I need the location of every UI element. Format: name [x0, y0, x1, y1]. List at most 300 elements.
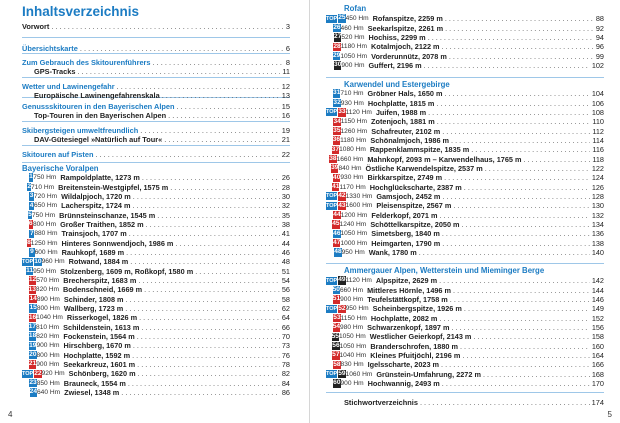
toc-entry-label: GPS-Tracks [34, 67, 76, 76]
tour-row[interactable] [22, 332, 290, 341]
tour-row[interactable] [22, 304, 290, 313]
toc-entry[interactable] [22, 67, 290, 76]
tour-name: Schinder, 1808 m [63, 294, 124, 304]
tour-row[interactable] [22, 388, 290, 397]
tour-row[interactable] [326, 220, 604, 229]
tour-name: Hinteres Sonnwendjoch, 1986 m [61, 238, 174, 248]
leader-dots [445, 24, 594, 33]
tour-elevation: 1260 Hm [340, 127, 368, 135]
tour-number-badge: 31 [333, 89, 341, 97]
tour-name: Hirschberg, 1670 m [63, 341, 131, 351]
tour-elevation: 1170 Hm [339, 183, 366, 191]
tour-name: Hochplatte, 1592 m [63, 350, 131, 360]
tour-name: Vorderunnütz, 2078 m [371, 51, 447, 61]
tour-page: 134 [591, 219, 604, 229]
tour-page: 76 [281, 350, 290, 360]
tour-elevation: 640 Hm [37, 389, 61, 397]
tour-number-badge: 29 [333, 51, 341, 59]
tour-page: 166 [591, 360, 604, 370]
section-divider [326, 263, 604, 264]
leader-dots [141, 323, 279, 332]
leader-dots [137, 360, 280, 369]
tour-number-badge: 15 [29, 304, 37, 312]
toc-entry[interactable] [22, 102, 290, 111]
tour-row[interactable] [326, 201, 604, 210]
tour-row[interactable] [22, 173, 290, 182]
toc-entry-label: Wetter und Lawinengefahr [22, 82, 115, 91]
leader-dots [471, 145, 590, 154]
leader-dots [444, 173, 590, 182]
tour-number-badge: 51 [332, 295, 341, 303]
tour-elevation: 980 Hm [340, 323, 364, 331]
tour-elevation: 820 Hm [36, 333, 60, 341]
tour-page: 28 [281, 182, 290, 192]
toc-leader-dots [162, 91, 280, 100]
tour-elevation: 750 Hm [33, 174, 57, 182]
tour-elevation: 1060 Hm [345, 370, 373, 378]
tour-elevation: 920 Hm [41, 370, 65, 378]
tour-name: Felderkopf, 2071 m [371, 210, 438, 220]
leader-dots [485, 164, 590, 173]
tour-number-badge: 8 [27, 238, 31, 246]
tour-number-badge: 58 [333, 360, 341, 368]
tour-row[interactable] [326, 173, 604, 182]
tour-row[interactable] [22, 369, 290, 378]
leader-dots [453, 201, 589, 210]
toc-leader-dots [95, 150, 279, 159]
toc-leader-dots [140, 126, 280, 135]
leader-dots [439, 314, 589, 323]
top-badge: TOP [326, 193, 338, 200]
tour-row[interactable] [326, 369, 604, 378]
tour-name: Guffert, 2196 m [368, 60, 422, 70]
tour-page: 156 [591, 322, 604, 332]
leader-dots [464, 304, 590, 313]
tour-row[interactable] [326, 192, 604, 201]
tour-number-badge: 41 [332, 182, 340, 190]
leader-dots [442, 239, 590, 248]
tour-elevation: 1050 Hm [339, 342, 367, 350]
tour-row[interactable] [22, 323, 290, 332]
tour-elevation: 800 Hm [36, 351, 60, 359]
tour-name: Schönberg, 1620 m [68, 369, 136, 379]
tour-name: Alpspitze, 2629 m [375, 276, 438, 286]
tour-elevation: 820 Hm [35, 286, 60, 294]
tour-name: Hochwannig, 2493 m [367, 378, 440, 388]
toc-leader-dots [168, 111, 280, 120]
tour-number-badge: 45 [332, 220, 340, 228]
tour-number-badge: 38 [329, 154, 337, 162]
tour-name: Scheinbergspitze, 1926 m [372, 304, 462, 314]
tour-row[interactable] [326, 14, 604, 23]
tour-page: 116 [592, 145, 604, 155]
tour-name: Stolzenberg, 1609 m, Roßkopf, 1580 m [60, 266, 194, 276]
tour-elevation: 460 Hm [340, 24, 364, 32]
tour-page: 38 [281, 219, 290, 229]
tour-row[interactable] [326, 164, 604, 173]
tour-row[interactable] [326, 239, 604, 248]
tour-name: Kleines Pfuitjöchl, 2196 m [370, 350, 461, 360]
toc-divider [22, 121, 290, 122]
tour-page: 164 [591, 350, 604, 360]
tour-row[interactable] [22, 220, 290, 229]
tour-page: 128 [591, 191, 604, 201]
tour-elevation: 650 Hm [34, 202, 58, 210]
tour-row[interactable] [22, 266, 290, 275]
leader-dots [453, 286, 590, 295]
tour-row[interactable] [326, 117, 604, 126]
tour-row[interactable] [22, 201, 290, 210]
tour-name: Juifen, 1988 m [375, 107, 427, 117]
tour-row[interactable] [326, 351, 604, 360]
tour-elevation: 850 Hm [36, 379, 60, 387]
tour-page: 44 [281, 238, 290, 248]
tour-name: Rampoldplatte, 1273 m [60, 173, 140, 183]
tour-name: Rofanspitze, 2259 m [372, 14, 443, 24]
leader-dots [428, 33, 594, 42]
tour-list-bayerische-voralpen [22, 173, 290, 397]
leader-dots [440, 211, 590, 220]
tour-row[interactable] [326, 285, 604, 294]
tour-row[interactable] [326, 313, 604, 322]
leader-dots [436, 99, 589, 108]
toc-entry[interactable] [22, 44, 290, 53]
tour-elevation: 1150 Hm [340, 118, 368, 126]
tour-name: Pleisenspitze, 2567 m [376, 201, 452, 211]
leader-dots [126, 248, 280, 257]
leader-dots [424, 61, 590, 70]
leader-dots [473, 332, 589, 341]
tour-page: 56 [281, 285, 290, 295]
tour-page: 168 [591, 369, 604, 379]
toc-entry-label: DAV-Gütesiegel »Natürlich auf Tour« [34, 135, 163, 144]
tour-row[interactable] [326, 145, 604, 154]
toc-entry[interactable] [22, 126, 290, 135]
tour-row[interactable] [326, 136, 604, 145]
top-badge: TOP [326, 202, 338, 209]
tour-number-badge: 28 [333, 42, 341, 50]
tour-name: Wildalpjoch, 1720 m [61, 191, 131, 201]
tour-name: Schwarzenkopf, 1897 m [367, 322, 450, 332]
tour-row[interactable] [22, 313, 290, 322]
leader-dots [445, 14, 594, 23]
tour-page: 92 [595, 23, 604, 33]
tour-number-badge: 21 [28, 360, 37, 368]
tour-row[interactable] [22, 285, 290, 294]
tour-page: 94 [595, 32, 604, 42]
top-badge: TOP [22, 370, 34, 377]
tour-row[interactable] [326, 61, 604, 70]
tour-row[interactable] [326, 33, 604, 42]
tour-elevation: 880 Hm [34, 230, 58, 238]
tour-page: 140 [591, 248, 604, 258]
tour-name: Schöttelkarspitze, 2050 m [370, 219, 460, 229]
leader-dots [445, 89, 590, 98]
leader-dots [175, 239, 279, 248]
tour-number-badge: 59 [338, 369, 346, 377]
tour-name: Großer Traithen, 1852 m [60, 219, 144, 229]
section-heading: Ammergauer Alpen, Wetterstein und Mieminger Berge [344, 266, 545, 275]
tour-number-badge: 20 [29, 351, 37, 358]
tour-page: 41 [281, 229, 290, 239]
tour-number-badge: 10 [34, 257, 42, 265]
tour-number-badge: 11 [26, 266, 34, 274]
tour-name: Rauhkopf, 1689 m [61, 247, 125, 257]
tour-name: Rotwand, 1884 m [68, 257, 129, 267]
leader-dots [133, 201, 280, 210]
leader-dots [142, 173, 280, 182]
tour-name: Schönalmjoch, 1986 m [370, 135, 450, 145]
tour-row[interactable] [326, 42, 604, 51]
tour-number-badge: 27 [334, 33, 342, 41]
tour-name: Zwiesel, 1348 m [64, 388, 120, 398]
toc-entry-page: 21 [281, 135, 290, 144]
tour-elevation: 950 Hm [33, 267, 57, 275]
tour-elevation: 960 Hm [41, 258, 65, 266]
tour-row[interactable] [22, 294, 290, 303]
toc-leader-dots [177, 102, 280, 111]
tour-row[interactable] [326, 304, 604, 313]
tour-elevation: 570 Hm [36, 276, 60, 284]
tour-elevation: 1240 Hm [339, 220, 367, 228]
tour-row[interactable] [326, 126, 604, 135]
tour-name: Mahnkopf, 2093 m – Karwendelhaus, 1765 m [367, 154, 522, 164]
leader-dots [460, 342, 590, 351]
tour-number-badge: 35 [333, 126, 341, 134]
top-badge: TOP [326, 305, 338, 312]
tour-number-badge: 25 [338, 14, 346, 22]
tour-elevation: 1200 Hm [340, 211, 368, 219]
leader-dots [449, 52, 594, 61]
index-entry[interactable] [344, 398, 604, 407]
tour-page: 110 [592, 117, 604, 127]
tour-elevation: 600 Hm [34, 248, 58, 256]
tour-name: Gröbner Hals, 1650 m [367, 89, 443, 99]
top-badge: TOP [326, 109, 338, 116]
tour-page: 102 [591, 60, 604, 70]
tour-name: Rappenklammspitze, 1835 m [369, 145, 470, 155]
leader-dots [132, 351, 280, 360]
tour-row[interactable] [326, 23, 604, 32]
toc-entry-label: Genussskitouren in den Bayerischen Alpen [22, 102, 175, 111]
tour-page: 62 [281, 303, 290, 313]
tour-row[interactable] [22, 182, 290, 191]
tour-name: Hochplatte, 1815 m [367, 98, 435, 108]
tour-row[interactable] [22, 229, 290, 238]
tour-list [326, 276, 604, 388]
toc-leader-dots [80, 44, 284, 53]
leader-dots [464, 183, 590, 192]
index-page: 174 [591, 398, 604, 407]
tour-row[interactable] [326, 108, 604, 117]
tour-elevation: 710 Hm [30, 183, 55, 191]
tour-elevation: 1050 Hm [338, 333, 366, 341]
tour-elevation: 900 Hm [340, 295, 364, 303]
leader-dots [428, 108, 590, 117]
tour-elevation: 710 Hm [340, 90, 364, 98]
tour-page: 48 [281, 257, 290, 267]
leader-dots [420, 398, 590, 407]
leader-dots [139, 313, 280, 322]
tour-row[interactable] [326, 360, 604, 369]
tour-row[interactable] [326, 210, 604, 219]
tour-row[interactable] [22, 379, 290, 388]
tour-row[interactable] [22, 238, 290, 247]
tour-number-badge: 37 [331, 145, 340, 153]
tour-page: 146 [591, 294, 604, 304]
tour-elevation: 800 Hm [36, 304, 60, 312]
tour-page: 108 [591, 107, 604, 117]
toc-leader-dots [164, 135, 280, 144]
toc-entry-label: Skibergsteigen umweltfreundlich [22, 126, 139, 135]
tour-row[interactable] [326, 182, 604, 191]
tour-name: Wank, 1780 m [368, 248, 417, 258]
tour-row[interactable] [22, 210, 290, 219]
tour-elevation: 900 Hm [36, 342, 60, 350]
tour-number-badge: 50 [332, 285, 340, 293]
tour-row[interactable] [326, 332, 604, 341]
tour-page: 86 [281, 388, 290, 398]
tour-elevation: 890 Hm [36, 295, 60, 303]
toc-entry-label: Übersichtskarte [22, 44, 78, 53]
tour-row[interactable] [326, 295, 604, 304]
tour-page: 26 [281, 173, 290, 183]
tour-name: Westlicher Geierkopf, 2143 m [369, 332, 472, 342]
tour-row[interactable] [326, 379, 604, 388]
leader-dots [462, 351, 590, 360]
leader-dots [133, 341, 280, 350]
toc-entry[interactable] [22, 58, 290, 67]
toc-entry-label: Zum Gebrauch des Skitourenführers [22, 58, 151, 67]
tour-elevation: 950 Hm [345, 305, 369, 313]
top-badge: TOP [326, 371, 338, 378]
tour-page: 35 [281, 210, 290, 220]
tour-name: Branderschrofen, 1880 m [370, 341, 458, 351]
toc-entry[interactable] [22, 150, 290, 159]
toc-entry[interactable] [22, 22, 290, 31]
tour-name: Wallberg, 1723 m [63, 303, 124, 313]
toc-entry-label: Top-Touren in den Bayerischen Alpen [34, 111, 167, 120]
leader-dots [523, 155, 590, 164]
tour-page: 130 [591, 201, 604, 211]
page-number-right: 5 [607, 410, 612, 419]
leader-dots [442, 229, 590, 238]
tour-number-badge: 13 [28, 285, 36, 293]
toc-entry[interactable] [22, 111, 290, 120]
tour-elevation: 1040 Hm [36, 314, 63, 322]
tour-row[interactable] [326, 51, 604, 60]
tour-elevation: 1660 Hm [336, 155, 364, 163]
tour-number-badge: 54 [332, 323, 341, 331]
tour-page: 124 [591, 173, 604, 183]
tour-row[interactable] [22, 351, 290, 360]
tour-elevation: 1040 Hm [339, 351, 367, 359]
tour-page: 99 [595, 51, 604, 61]
tour-number-badge: 24 [29, 388, 38, 396]
tour-row[interactable] [326, 248, 604, 257]
tour-list [326, 89, 604, 257]
tour-page: 58 [281, 294, 290, 304]
tour-elevation: 660 Hm [339, 286, 364, 294]
toc-divider [22, 37, 290, 38]
tour-name: Schafreuter, 2102 m [371, 126, 441, 136]
tour-number-badge: 19 [29, 341, 37, 349]
toc-entry-page: 8 [285, 58, 290, 67]
tour-number-badge: 5 [28, 210, 32, 218]
top-badge: TOP [326, 15, 338, 22]
leader-dots [419, 248, 590, 257]
tour-elevation: 840 Hm [338, 164, 362, 172]
toc-entry[interactable] [22, 135, 290, 144]
tour-number-badge: 34 [333, 117, 341, 125]
tour-name: Hochplatte, 2082 m [370, 313, 438, 323]
tour-number-badge: 18 [28, 332, 37, 340]
leader-dots [439, 276, 590, 285]
tour-row[interactable] [326, 89, 604, 98]
tour-number-badge: 1 [29, 173, 33, 181]
tour-row[interactable] [22, 192, 290, 201]
tour-name: Igelsscharte, 2023 m [367, 360, 440, 370]
tour-elevation: 1330 Hm [345, 192, 373, 200]
tour-row[interactable] [326, 98, 604, 107]
tour-row[interactable] [326, 276, 604, 285]
tour-elevation: 1050 Hm [340, 230, 368, 238]
tour-name: Brauneck, 1554 m [63, 378, 126, 388]
tour-name: Breitenstein-Westgipfel, 1575 m [58, 182, 169, 192]
tour-row[interactable] [22, 360, 290, 369]
toc-entry-page: 16 [281, 111, 290, 120]
leader-dots [442, 42, 594, 51]
tour-row[interactable] [326, 154, 604, 163]
leader-dots [450, 295, 590, 304]
tour-name: Zotenjoch, 1881 m [371, 117, 435, 127]
tour-row[interactable] [22, 341, 290, 350]
tour-number-badge: 32 [333, 98, 341, 106]
toc-entry-page: 11 [282, 67, 290, 76]
section-divider [326, 392, 604, 393]
tour-elevation: 1180 Hm [340, 136, 367, 144]
tour-elevation: 520 Hm [341, 33, 365, 41]
leader-dots [146, 220, 280, 229]
toc-entry[interactable] [22, 82, 290, 91]
tour-number-badge: 53 [333, 313, 341, 321]
tour-row[interactable] [22, 248, 290, 257]
tour-row[interactable] [326, 229, 604, 238]
tour-page: 160 [591, 341, 604, 351]
tour-number-badge: 2 [27, 182, 31, 190]
leader-dots [128, 379, 280, 388]
leader-dots [462, 220, 590, 229]
section-divider [326, 77, 604, 78]
tour-elevation: 900 Hm [340, 379, 364, 387]
tour-page: 88 [595, 14, 604, 24]
tour-elevation: 750 Hm [32, 211, 56, 219]
tour-name: Brecherspitz, 1683 m [63, 275, 137, 285]
tour-name: Risserkogel, 1826 m [66, 313, 138, 323]
tour-row[interactable] [22, 257, 290, 266]
tour-page: 66 [281, 322, 290, 332]
tour-row[interactable] [326, 323, 604, 332]
leader-dots [442, 127, 590, 136]
tour-elevation: 1180 Hm [340, 43, 367, 51]
leader-dots [137, 332, 280, 341]
tour-number-badge: 23 [29, 379, 37, 387]
tour-row[interactable] [22, 276, 290, 285]
tour-page: 144 [591, 285, 604, 295]
tour-page: 149 [591, 304, 604, 314]
toc-entry[interactable] [22, 91, 290, 100]
tour-row[interactable] [326, 341, 604, 350]
